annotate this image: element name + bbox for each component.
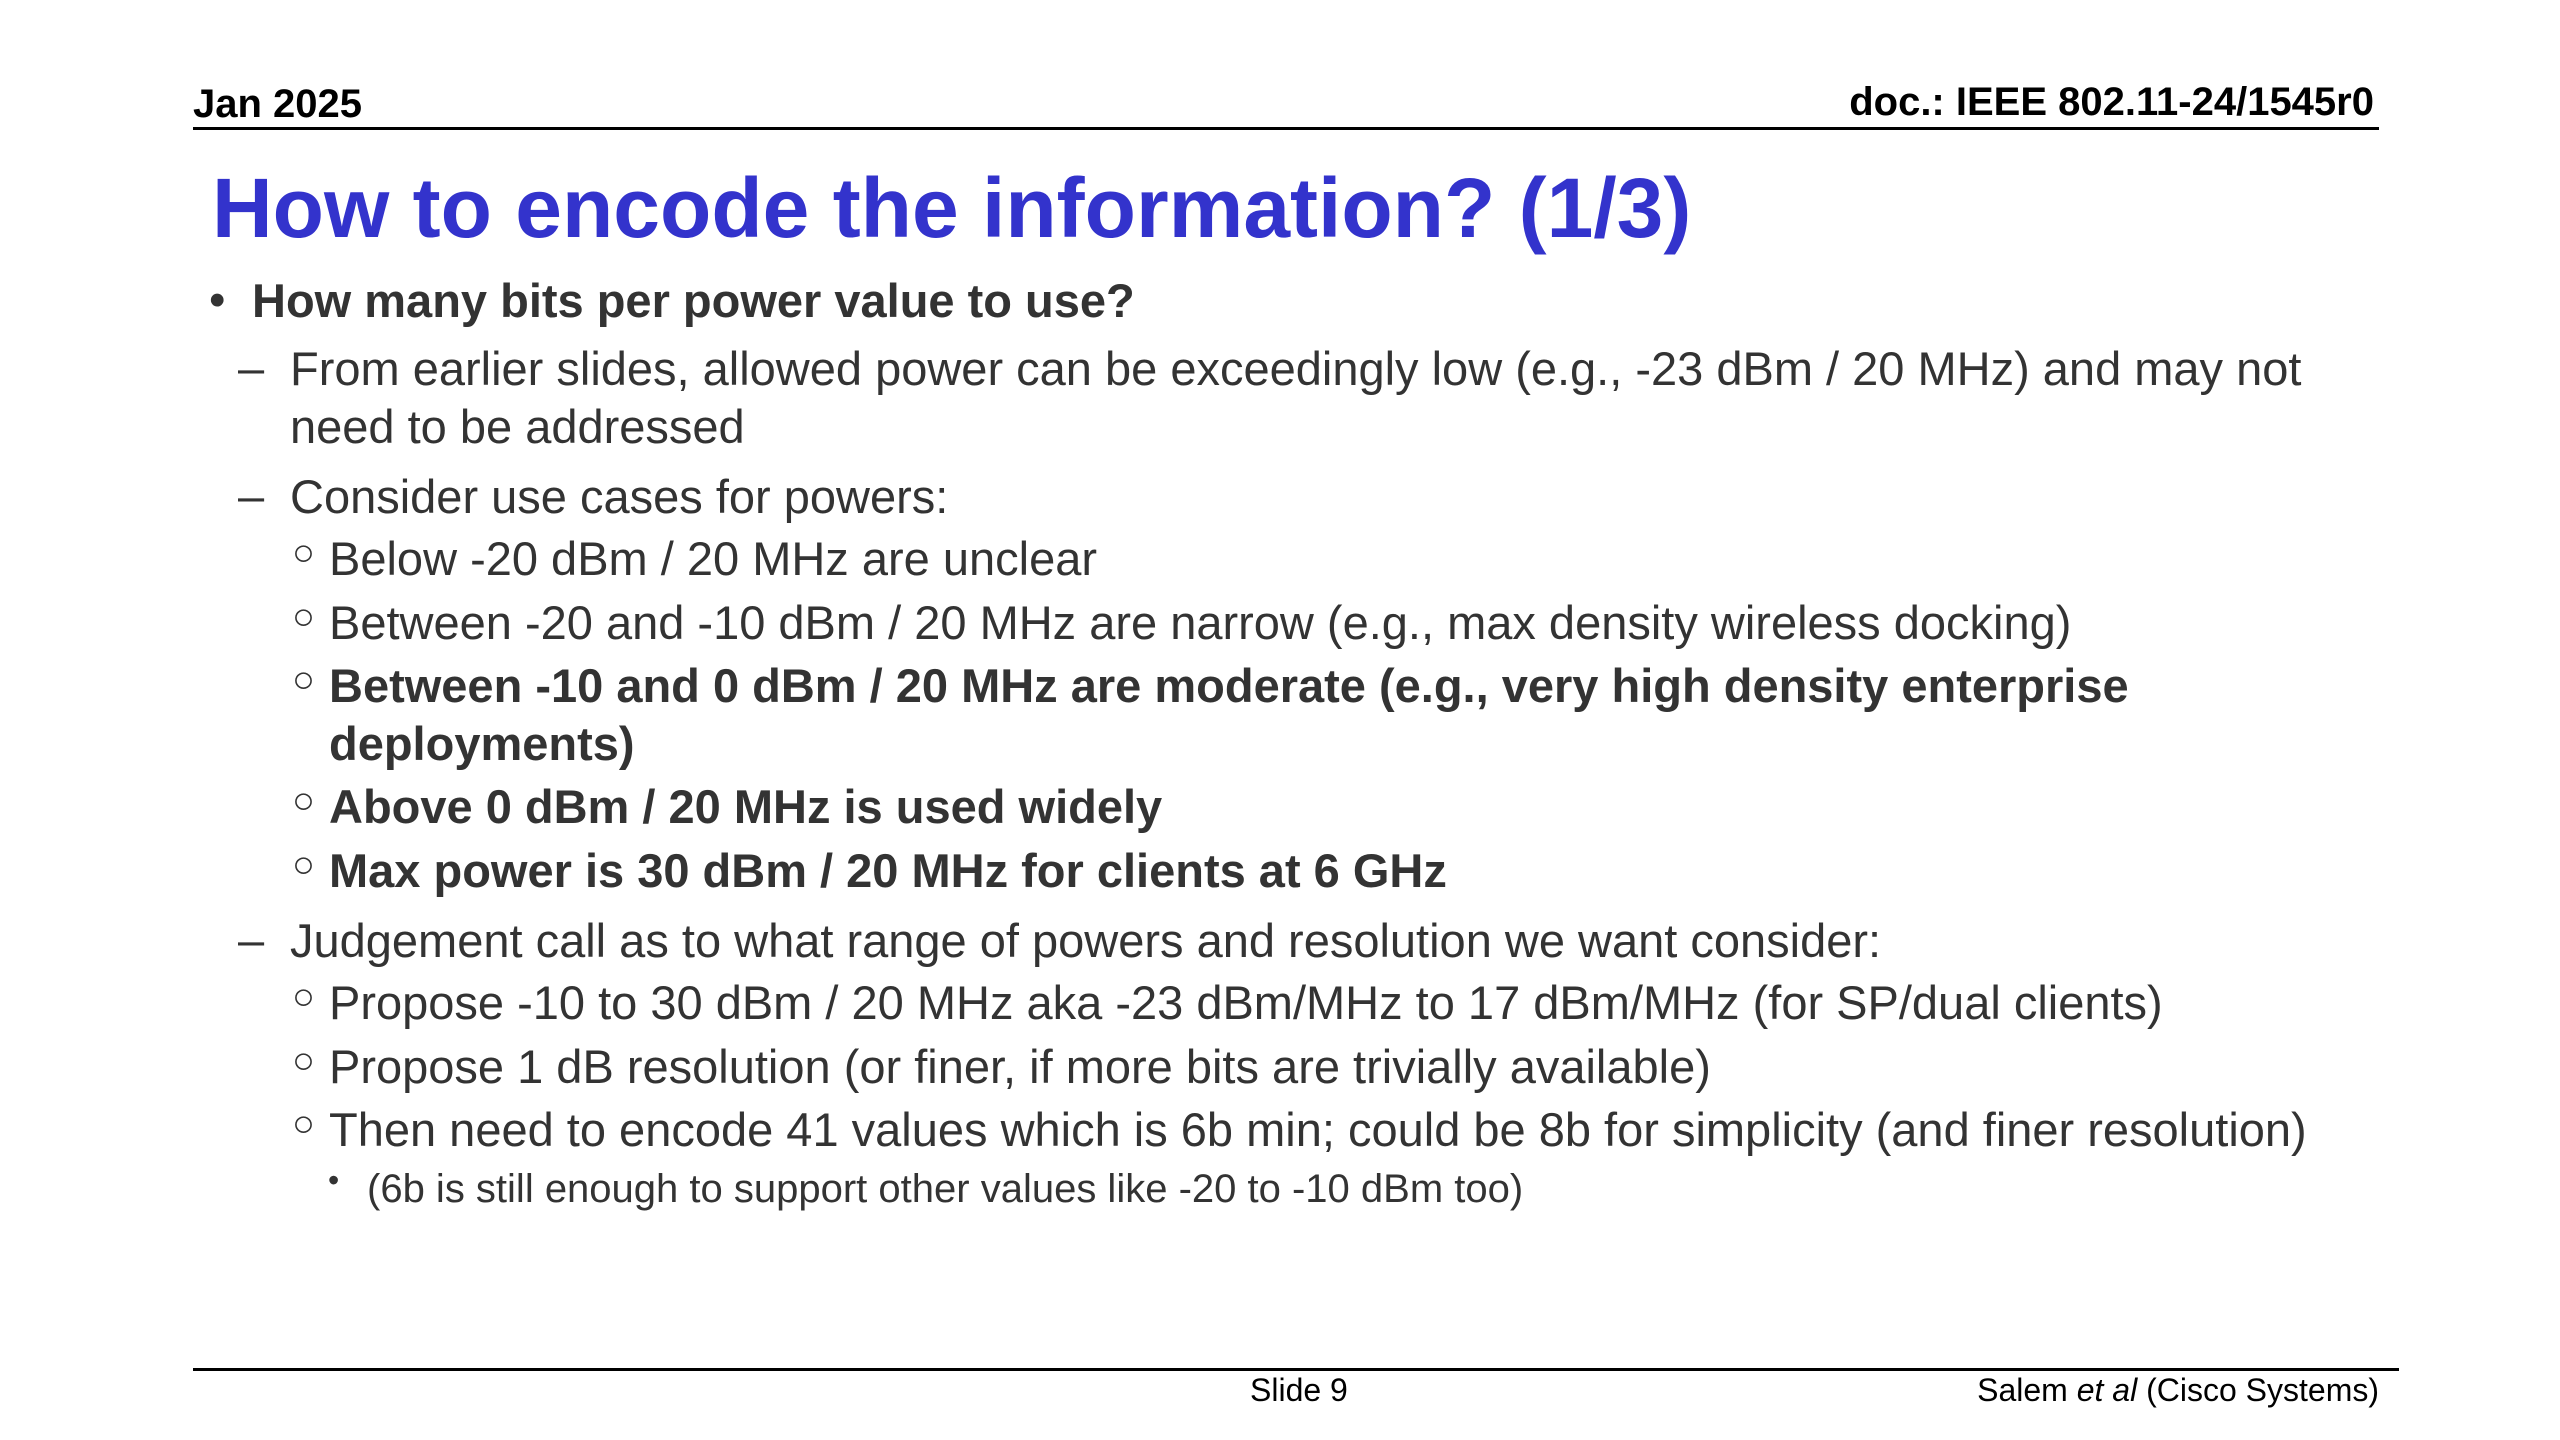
dash-item: Judgement call as to what range of powers and resolution we want consider: (290, 914, 1882, 967)
footer-org: (Cisco Systems) (2146, 1372, 2379, 1408)
bullet-marker: • (209, 273, 226, 326)
circle-marker: ○ (292, 780, 315, 822)
sub-item: Then need to encode 41 values which is 6b min; could be 8b for simplicity (and finer resolution) (329, 1103, 2307, 1156)
circle-marker: ○ (292, 1040, 315, 1082)
sub-item: Above 0 dBm / 20 MHz is used widely (329, 780, 1163, 833)
dash-marker: – (238, 341, 265, 394)
footer-author (1977, 1372, 2379, 1409)
circle-marker: ○ (292, 596, 315, 638)
header-doc-id: doc.: IEEE 802.11-24/1545r0 (1849, 80, 2374, 124)
sub-sub-item: (6b is still enough to support other values like -20 to -10 dBm too) (367, 1167, 1524, 1211)
dash-item-line: need to be addressed (290, 400, 745, 453)
footer-etal: et al (2076, 1372, 2138, 1408)
circle-marker: ○ (292, 1103, 315, 1145)
sub-item: Propose 1 dB resolution (or finer, if more bits are trivially available) (329, 1040, 1711, 1093)
footer-slide-number: Slide 9 (1250, 1372, 1348, 1408)
slide-title: How to encode the information? (1/3) (212, 161, 1692, 255)
footer-author-name: Salem (1977, 1372, 2068, 1408)
sub-item: Between -20 and -10 dBm / 20 MHz are narrow (e.g., max density wireless docking) (329, 596, 2072, 649)
sub-item: deployments) (329, 717, 635, 770)
sub-item: Between -10 and 0 dBm / 20 MHz are moderate (e.g., very high density enterprise (329, 659, 2129, 712)
circle-marker: ○ (292, 844, 315, 886)
sub-item: Below -20 dBm / 20 MHz are unclear (329, 532, 1097, 585)
header-date: Jan 2025 (193, 82, 363, 126)
dash-marker: – (238, 913, 265, 966)
sub-item: Propose -10 to 30 dBm / 20 MHz aka -23 dBm/MHz to 17 dBm/MHz (for SP/dual clients) (329, 976, 2163, 1029)
dash-marker: – (238, 469, 265, 522)
sub-item: Max power is 30 dBm / 20 MHz for clients at 6 GHz (329, 844, 1447, 897)
dash-item-line: From earlier slides, allowed power can be exceedingly low (e.g., -23 dBm / 20 MHz) and may not (290, 342, 2302, 395)
circle-marker: ○ (292, 659, 315, 701)
small-bullet-marker: • (328, 1162, 340, 1198)
circle-marker: ○ (292, 976, 315, 1018)
bullet-question: How many bits per power value to use? (252, 274, 1135, 327)
dash-item: Consider use cases for powers: (290, 470, 949, 523)
circle-marker: ○ (292, 532, 315, 574)
footer-rule (193, 1368, 2399, 1371)
